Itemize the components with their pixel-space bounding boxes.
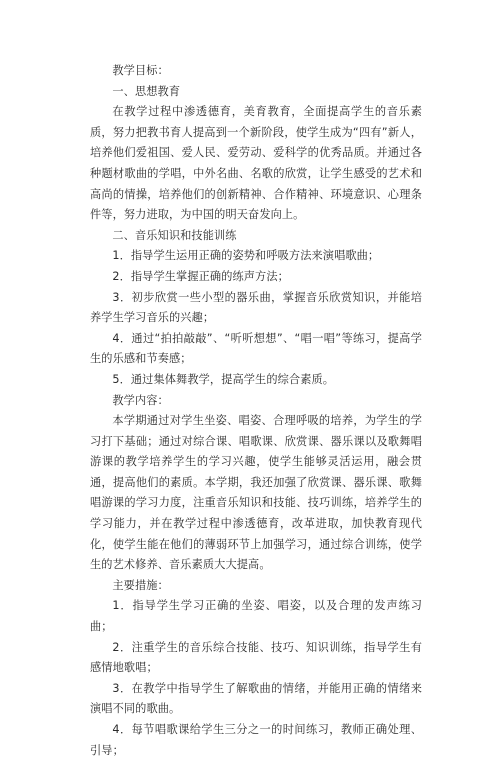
section1-heading: 一、思想教育: [112, 84, 181, 98]
section2-item-1: 1．指导学生运用正确的姿势和呼吸方法来演唱歌曲；: [112, 249, 380, 263]
measures-item-2: 2．注重学生的音乐综合技能、技巧、知识训练，指导学生有感情地歌唱；: [90, 640, 422, 675]
section2-item-4: 4．通过“拍拍敲敲”、“听听想想”、“唱一唱”等练习，提高学生的乐感和节奏感；: [90, 331, 422, 366]
section2-item-3: 3．初步欣赏一些小型的器乐曲，掌握音乐欣赏知识，并能培养学生学习音乐的兴趣；: [90, 290, 422, 325]
measures-title: 主要措施：: [112, 578, 169, 592]
measures-item-3: 3．在教学中指导学生了解歌曲的情绪，并能用正确的情绪来演唱不同的歌曲。: [90, 681, 422, 716]
objectives-title: 教学目标：: [112, 64, 169, 77]
section2-item-5: 5．通过集体舞教学，提高学生的综合素质。: [112, 372, 335, 386]
section2-heading: 二、音乐知识和技能训练: [112, 228, 237, 242]
section1-body: 在教学过程中渗透德育，美育教育，全面提高学生的音乐素质，努力把教书育人提高到一个新阶段，使学生成为“四有”新人，培养他们爱祖国、爱人民、爱劳动、爱科学的优秀品质。并通过各种题材歌曲的学唱，中外名曲、名歌的欣赏，让学生感受的艺术和高尚的情操，培养他们的创新精神、合作精神、环境意识、心理条件等，努力进取，为中国的明天奋发向上。: [90, 105, 422, 222]
measures-item-4: 4．每节唱歌课给学生三分之一的时间练习，教师正确处理、引导；: [90, 723, 422, 757]
section2-item-2: 2．指导学生掌握正确的练声方法；: [112, 269, 289, 283]
content-body: 本学期通过对学生坐姿、唱姿、合理呼吸的培养，为学生的学习打下基础；通过对综合课、唱歌课、欣赏课、器乐课以及歌舞唱游课的教学培养学生的学习兴趣，使学生能够灵活运用，融会贯通，提高他们的素质。本学期，我还加强了欣赏课、器乐课、歌舞唱游课的学习力度，注重音乐知识和技能、技巧训练，培养学生的学习能力，并在教学过程中渗透德育，改革进取，加快教育现代化，使学生能在他们的薄弱环节上加强学习，通过综合训练，使学生的艺术修养、音乐素质大大提高。: [90, 414, 422, 572]
measures-item-1: 1．指导学生学习正确的坐姿、唱姿，以及合理的发声练习曲；: [90, 599, 422, 634]
content-title: 教学内容：: [112, 393, 169, 407]
